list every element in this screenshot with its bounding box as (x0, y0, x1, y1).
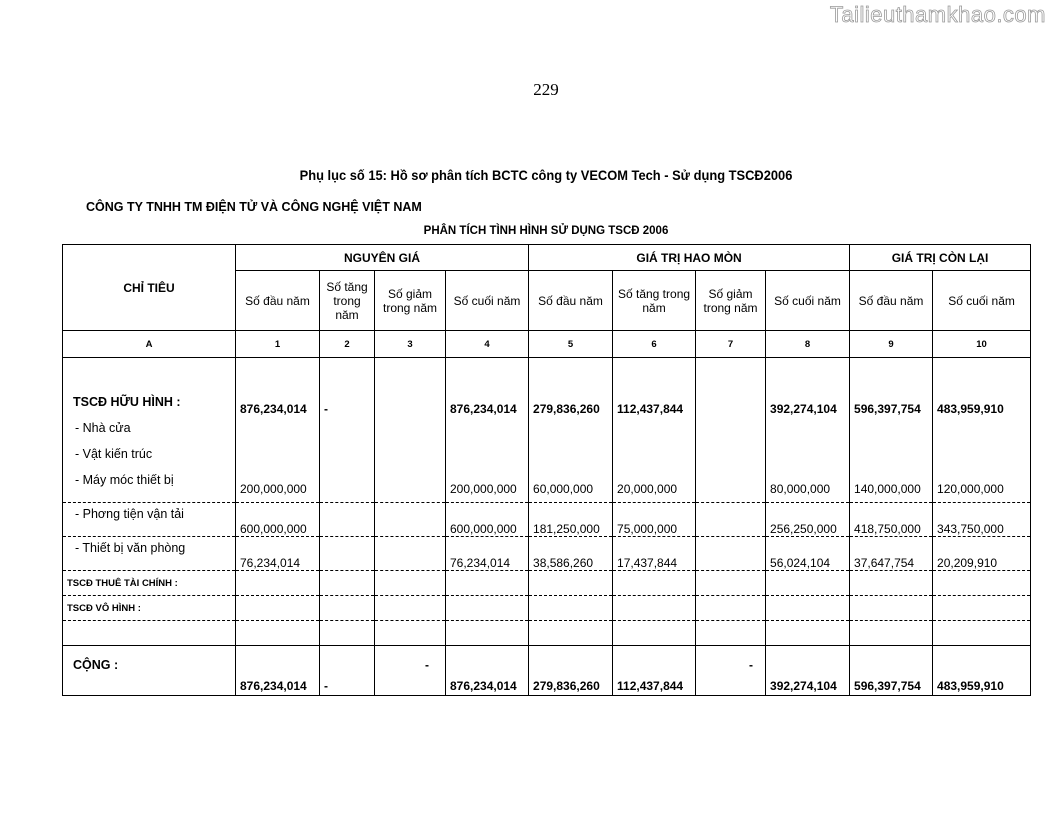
value: 56,024,104 (766, 537, 850, 571)
table-row (63, 621, 1031, 646)
col-header: Số giảm trong năm (375, 271, 446, 331)
value-cell (320, 358, 375, 503)
col-index: 4 (446, 331, 529, 358)
value: 80,000,000 (770, 482, 831, 496)
page-number: 229 (533, 80, 559, 99)
value: 20,000,000 (617, 482, 678, 496)
value: 75,000,000 (613, 503, 696, 537)
value: 876,234,014 (446, 646, 529, 696)
value: 140,000,000 (854, 482, 921, 496)
row-label: - Vật kiến trúc (75, 447, 153, 461)
row-label: TSCĐ THUÊ TÀI CHÍNH : (63, 571, 236, 596)
value: - (320, 646, 375, 696)
col-index: 7 (696, 331, 766, 358)
value: 483,959,910 (937, 402, 1004, 416)
value: 279,836,260 (533, 402, 600, 416)
value: 600,000,000 (446, 503, 529, 537)
value-cell (933, 358, 1031, 503)
value: 483,959,910 (933, 646, 1031, 696)
col-header: Số đầu năm (236, 271, 320, 331)
col-header: Số tăng trong năm (613, 271, 696, 331)
col-header: Số giảm trong năm (696, 271, 766, 331)
table-title: PHÂN TÍCH TÌNH HÌNH SỬ DỤNG TSCĐ 2006 (423, 225, 669, 237)
value: - (324, 402, 328, 416)
header-con-lai: GIÁ TRỊ CÒN LẠI (850, 245, 1031, 271)
value-cell (766, 358, 850, 503)
header-hao-mon: GIÁ TRỊ HAO MÒN (529, 245, 850, 271)
value: 181,250,000 (529, 503, 613, 537)
col-index: 5 (529, 331, 613, 358)
col-header: Số cuối năm (933, 271, 1031, 331)
row-label: - Nhà cửa (75, 421, 131, 435)
value: 76,234,014 (236, 537, 320, 571)
value: 596,397,754 (850, 646, 933, 696)
header-nguyen-gia: NGUYÊN GIÁ (236, 245, 529, 271)
value: - (375, 646, 446, 696)
row-label: - Thiết bị văn phòng (75, 541, 186, 555)
value: 17,437,844 (613, 537, 696, 571)
value: 876,234,014 (450, 402, 517, 416)
value-cell (529, 358, 613, 503)
value-cell (375, 358, 446, 503)
value-cell (850, 358, 933, 503)
table-row (63, 537, 1031, 571)
value: 343,750,000 (933, 503, 1031, 537)
value: 112,437,844 (613, 646, 696, 696)
fixed-asset-table (62, 244, 1031, 696)
col-header: Số tăng trong năm (320, 271, 375, 331)
table-row (63, 503, 1031, 537)
header-chi-tieu: CHỈ TIÊU (63, 245, 236, 331)
row-label: CỘNG : (73, 658, 119, 672)
col-index: 3 (375, 331, 446, 358)
value: 112,437,844 (617, 402, 684, 416)
value: 876,234,014 (240, 402, 307, 416)
value: 38,586,260 (529, 537, 613, 571)
page-title: Phụ lục số 15: Hồ sơ phân tích BCTC công ty VECOM Tech - Sử dụng TSCĐ2006 (299, 167, 793, 183)
value-cell (613, 358, 696, 503)
value: 256,250,000 (766, 503, 850, 537)
value: 600,000,000 (236, 503, 320, 537)
value: 200,000,000 (450, 482, 517, 496)
row-label: - Máy móc thiết bị (75, 473, 174, 487)
col-header: Số đầu năm (850, 271, 933, 331)
col-index: 9 (850, 331, 933, 358)
table-row (63, 571, 1031, 596)
value: 60,000,000 (533, 482, 594, 496)
value-cell (446, 358, 529, 503)
col-index: 2 (320, 331, 375, 358)
col-index: 6 (613, 331, 696, 358)
value: 418,750,000 (850, 503, 933, 537)
col-header: Số cuối năm (766, 271, 850, 331)
value: 876,234,014 (236, 646, 320, 696)
value: - (696, 646, 766, 696)
total-row (63, 646, 1031, 696)
value: 200,000,000 (240, 482, 307, 496)
value: 120,000,000 (937, 482, 1004, 496)
value: 76,234,014 (446, 537, 529, 571)
col-index: 1 (236, 331, 320, 358)
table-row (63, 596, 1031, 621)
table-row (63, 358, 1031, 503)
value: 20,209,910 (933, 537, 1031, 571)
value-cell (696, 358, 766, 503)
col-index: 8 (766, 331, 850, 358)
row-label-cell (63, 358, 236, 503)
row-label: TSCĐ VÔ HÌNH : (63, 596, 236, 621)
value: 392,274,104 (770, 402, 837, 416)
value-cell (236, 358, 320, 503)
company-name: CÔNG TY TNHH TM ĐIỆN TỬ VÀ CÔNG NGHỆ VIỆT NAM (86, 200, 422, 214)
col-header: Số cuối năm (446, 271, 529, 331)
row-label: TSCĐ HỮU HÌNH : (73, 395, 181, 409)
value: 37,647,754 (850, 537, 933, 571)
watermark: Tailieuthamkhao.com (829, 2, 1046, 27)
value: 596,397,754 (854, 402, 921, 416)
col-index: 10 (933, 331, 1031, 358)
value: 392,274,104 (766, 646, 850, 696)
col-header: Số đầu năm (529, 271, 613, 331)
value: 279,836,260 (529, 646, 613, 696)
row-label: - Phơng tiện vận tải (75, 507, 184, 521)
col-index: A (63, 331, 236, 358)
